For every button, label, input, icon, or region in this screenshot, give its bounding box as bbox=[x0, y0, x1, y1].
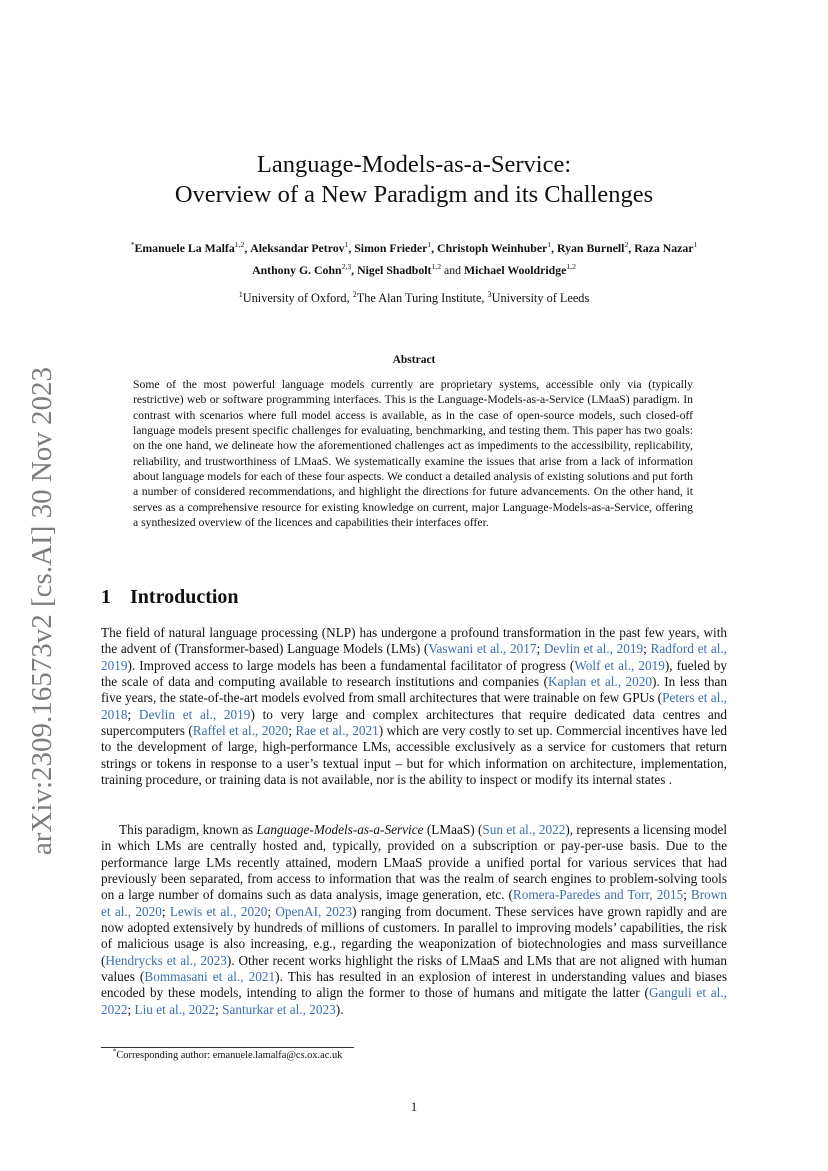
author bbox=[131, 241, 245, 255]
paragraph-text: ; bbox=[161, 903, 170, 919]
citation-link[interactable]: Wolf et al., 2019 bbox=[574, 657, 665, 673]
paragraph-text: ; bbox=[536, 641, 544, 657]
paragraph-text: ), fueled by the scale of data and computing available to research institutions and companies ( bbox=[101, 657, 727, 690]
author-affiliation-mark: 1,2 bbox=[566, 262, 576, 272]
citation-link[interactable]: Devlin et al., 2019 bbox=[543, 641, 644, 657]
paragraph-text: ), represents a licensing model in which LMs are centrally hosted and, typically, provided on a subscription or pay-per-use basis. Due to the performance large LMs recently attained, modern LMaaS provide a unified portal for various services that had previously been separated, from access to information that was the realm of search engines to problem-solving tools on a large number of domains such as data analysis, image generation, etc. ( bbox=[101, 822, 728, 903]
footnote-divider bbox=[101, 1047, 354, 1048]
author-affiliation-mark: 1 bbox=[693, 240, 698, 250]
author-separator: , bbox=[431, 241, 435, 255]
citation-link[interactable]: Lewis et al., 2020 bbox=[169, 903, 268, 919]
paragraph-text: ; bbox=[643, 641, 651, 657]
paragraph-text: ) ranging from document. These services have grown rapidly and are now adopted extensively by hundreds of millions of customers. In parallel to improving models’ capabilities, the risk of malicious usage is also increasing, e.g., regarding the weaponization of biotechnologies and mass surveillance ( bbox=[101, 903, 728, 968]
paragraph-text: ). Other recent works highlight the risks of LMaaS and LMs that are not aligned with human values ( bbox=[101, 952, 727, 985]
author-name: Ryan Burnell bbox=[557, 241, 625, 255]
citation-link[interactable]: Peters et al., 2018 bbox=[101, 690, 727, 722]
affiliation bbox=[488, 291, 590, 305]
paragraph-text: ; bbox=[288, 723, 296, 739]
author bbox=[634, 241, 697, 255]
introduction-paragraph-1 bbox=[101, 625, 727, 788]
paragraph-text: ). This has resulted in an explosion of interest in understanding values and biases encoded by these models, intending to align the former to those of humans and mitigate the latter ( bbox=[101, 969, 728, 1001]
author bbox=[357, 263, 441, 277]
paragraph-text: ; bbox=[127, 1001, 135, 1017]
author-affiliation-mark: 1,2 bbox=[234, 240, 245, 250]
author bbox=[464, 263, 576, 277]
paragraph-text: ). bbox=[335, 1001, 344, 1017]
paragraph-text: ; bbox=[127, 706, 139, 722]
footnote-text: Corresponding author: emanuele.lamalfa@cs.ox.ac.uk bbox=[116, 1050, 343, 1061]
section-number: 1 bbox=[101, 586, 111, 608]
citation-link[interactable]: Vaswani et al., 2017 bbox=[428, 641, 537, 657]
affiliation-name: The Alan Turing Institute bbox=[356, 291, 482, 305]
author-affiliation-mark: 2 bbox=[624, 240, 629, 250]
page-number: 1 bbox=[410, 1099, 418, 1114]
author-name: Emanuele La Malfa bbox=[134, 241, 235, 255]
abstract-text: Some of the most powerful language models currently are proprietary systems, accessible only via (typically restrictive) web or software programming interfaces. This is the Language-Models-as-a-Service (LMaaS) paradigm. In contrast with scenarios where full model access is available, as in the case of open-source models, such closed-off language models present specific challenges for evaluating, benchmarking, and testing them. This paper has two goals: on the one hand, we delineate how the aforementioned challenges act as impediments to the accessibility, replicability, reliability, and trustworthiness of LMaaS. We systematically examine the issues that arise from a lack of information about language models for each of these four aspects. We conduct a detailed analysis of existing solutions and put forth a number of considered recommendations, and highlight the directions for future advancements. On the other hand, it serves as a comprehensive resource for existing knowledge on current, major Language-Models-as-a-Service, offering a synthesized overview of the licences and capabilities their interfaces offer. bbox=[133, 378, 693, 530]
citation-link[interactable]: Hendrycks et al., 2023 bbox=[105, 952, 227, 968]
citation-link[interactable]: Devlin et al., 2019 bbox=[138, 706, 251, 722]
author-name: Simon Frieder bbox=[354, 241, 428, 255]
affiliation bbox=[353, 291, 482, 305]
paragraph-text: ; bbox=[215, 1001, 223, 1017]
paragraph-text: ; bbox=[267, 903, 276, 919]
author-name: Anthony G. Cohn bbox=[252, 263, 342, 277]
citation-link[interactable]: Brown et al., 2020 bbox=[101, 887, 727, 919]
citation-link[interactable]: Bommasani et al., 2021 bbox=[144, 969, 276, 985]
author-affiliation-mark: 1 bbox=[427, 240, 432, 250]
citation-link[interactable]: Liu et al., 2022 bbox=[134, 1001, 216, 1017]
author bbox=[557, 241, 628, 255]
citation-link[interactable]: Romera-Paredes and Torr, 2015 bbox=[512, 887, 684, 903]
author-separator: , bbox=[628, 241, 632, 255]
introduction-paragraph-2 bbox=[101, 822, 727, 1018]
author-affiliation-mark: 1 bbox=[344, 240, 349, 250]
citation-link[interactable]: Santurkar et al., 2023 bbox=[222, 1001, 336, 1017]
title-line-1: Language-Models-as-a-Service: bbox=[256, 151, 572, 178]
author-list bbox=[60, 237, 768, 281]
affiliation-mark: 1 bbox=[238, 289, 243, 299]
author-name: Nigel Shadbolt bbox=[357, 263, 432, 277]
section-heading bbox=[101, 586, 239, 609]
citation-link[interactable]: Raffel et al., 2020 bbox=[192, 723, 289, 739]
paragraph-text: ) which are very costly to set up. Commercial incentives have led to the development of large, high-performance LMs, accessible exclusively as a service for customers that return strings or tokens in response to a user’s textual input – but for which information on architecture, implementation, training procedure, or training data is not available, nor is the ability to inspect or modify its internal states . bbox=[101, 723, 727, 788]
author-affiliation-mark: 1 bbox=[547, 240, 552, 250]
arxiv-identifier-stamp: arXiv:2309.16573v2 [cs.AI] 30 Nov 2023 bbox=[26, 366, 58, 856]
footnote bbox=[113, 1050, 342, 1061]
citation-link[interactable]: Radford et al., 2019 bbox=[101, 641, 728, 673]
affiliation-name: University of Oxford bbox=[242, 291, 347, 305]
citation-link[interactable]: OpenAI, 2023 bbox=[275, 903, 353, 919]
emphasized-term: Language-Models-as-a-Service bbox=[256, 822, 424, 837]
paragraph-text: ). In less than five years, the state-of-the-art models evolved from small architectures that were trainable on few GPUs ( bbox=[101, 674, 727, 706]
citation-link[interactable]: Kaplan et al., 2020 bbox=[548, 674, 653, 690]
title-line-2: Overview of a New Paradigm and its Challenges bbox=[174, 181, 654, 208]
author-name: Michael Wooldridge bbox=[463, 263, 567, 277]
paragraph-text: (LMaaS) ( bbox=[423, 822, 483, 837]
paragraph-text: ) to very large and complex architectures that require dedicated data centres and supercomputers ( bbox=[101, 706, 728, 739]
author bbox=[354, 241, 431, 255]
author-name: Christoph Weinhuber bbox=[437, 241, 548, 255]
affiliation-name: University of Leeds bbox=[491, 291, 590, 305]
author-name: Raza Nazar bbox=[634, 241, 694, 255]
author bbox=[250, 241, 348, 255]
abstract-heading: Abstract bbox=[392, 354, 436, 366]
author bbox=[252, 263, 351, 277]
author-separator: , bbox=[551, 241, 555, 255]
affiliation-list: $^1$University of Oxford, $^2$The Alan Turing Institute, $^3$University of Leeds bbox=[238, 289, 590, 305]
affiliation bbox=[239, 291, 347, 305]
affiliation-mark: 3 bbox=[487, 289, 492, 299]
paragraph-text: The field of natural language processing (NLP) has undergone a profound transformation in the past few years, with the advent of (Transformer-based) Language Models (LMs) ( bbox=[101, 625, 727, 657]
author-name: Aleksandar Petrov bbox=[250, 241, 345, 255]
citation-link[interactable]: Rae et al., 2021 bbox=[295, 723, 379, 739]
author-separator: , bbox=[244, 241, 248, 255]
footnote-mark: * bbox=[113, 1048, 117, 1056]
paragraph-text: This paradigm, known as bbox=[119, 822, 257, 837]
section-title: Introduction bbox=[130, 586, 239, 608]
affiliation-mark: 2 bbox=[352, 289, 357, 299]
paragraph-text: ). Improved access to large models has been a fundamental facilitator of progress ( bbox=[127, 657, 575, 673]
citation-link[interactable]: Ganguli et al., 2022 bbox=[101, 985, 727, 1017]
author bbox=[437, 241, 551, 255]
author-affiliation-mark: 2,3 bbox=[341, 262, 352, 272]
paper-title bbox=[60, 150, 768, 210]
author-separator: and bbox=[441, 263, 464, 277]
paragraph-text: ; bbox=[683, 887, 691, 903]
author-separator: , bbox=[348, 241, 352, 255]
author-affiliation-mark: 1,2 bbox=[431, 262, 442, 272]
corresponding-author-mark: * bbox=[130, 240, 135, 250]
citation-link[interactable]: Sun et al., 2022 bbox=[482, 822, 566, 837]
author-separator: , bbox=[351, 263, 355, 277]
